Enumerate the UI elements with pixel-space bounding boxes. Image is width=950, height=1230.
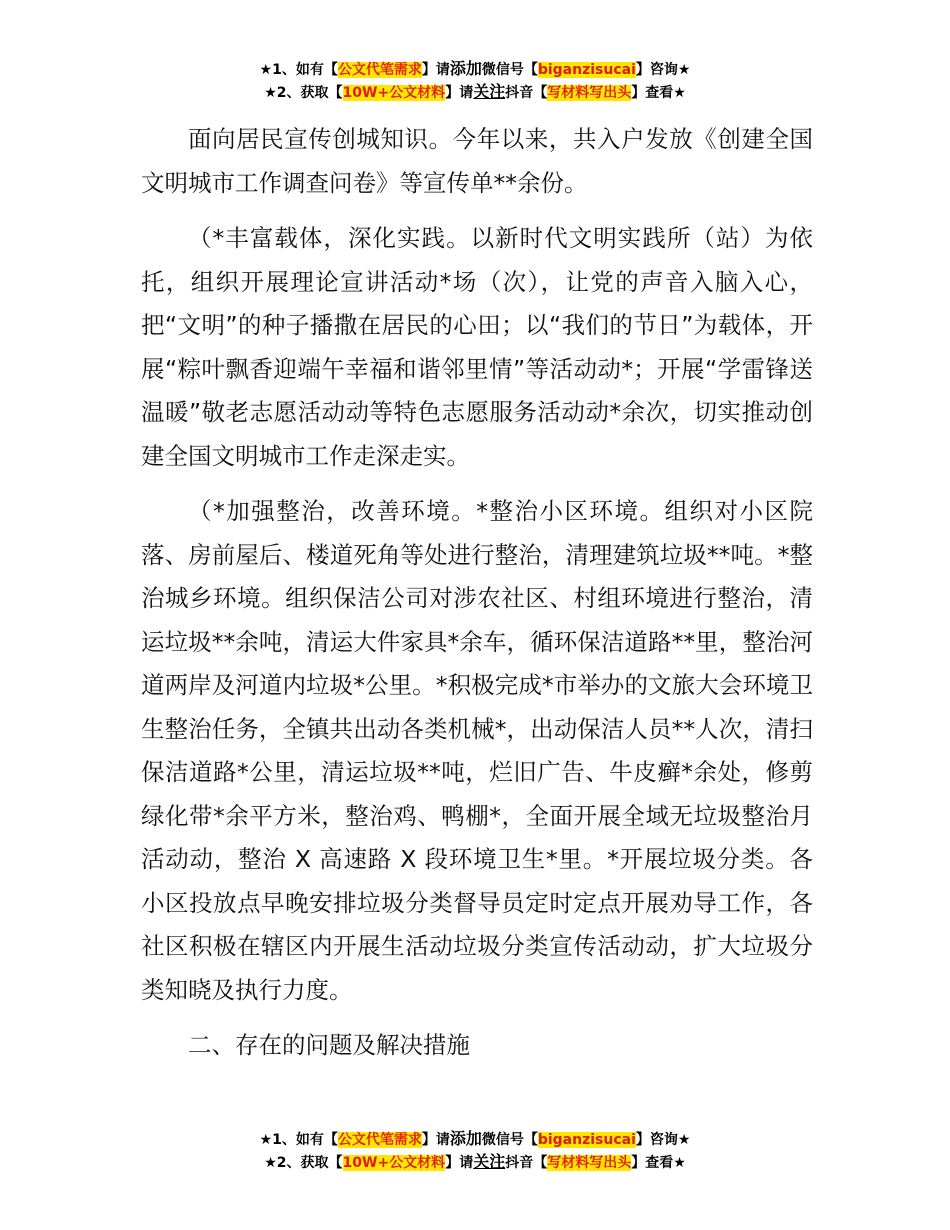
- banner-line-1: [0, 1128, 950, 1151]
- banner-bracket: 】: [631, 85, 646, 101]
- banner-text: ★2、获取: [264, 85, 329, 101]
- banner-emphasis: 添加: [449, 59, 482, 78]
- paragraph: （*加强整治，改善环境。*整治小区环境。组织对小区院落、房前屋后、楼道死角等处进行整治，清理建筑垃圾**吨。*整治城乡环境。组织保洁公司对涉农社区、村组环境进行整治，清运垃圾**余吨，清运大件家具*余车，循环保洁道路**里，整治河道两岸及河道内垃圾*公里。*积极完成*市举办的文旅大会环境卫生整治任务，全镇共出动各类机械*，出动保洁人员**人次，清扫保洁道路*公里，清运垃圾**吨，烂旧广告、牛皮癣*余处，修剪绿化带*余平方米，整治鸡、鸭棚*，全面开展全域无垃圾整治月活动动，整治 X 高速路 X 段环境卫生*里。*开展垃圾分类。各小区投放点早晚安排垃圾分类督导员定时定点开展劝导工作，各社区积极在辖区内开展生活动垃圾分类宣传活动动，扩大垃圾分类知晓及执行力度。: [141, 497, 813, 1004]
- banner-bracket: 】: [635, 1132, 650, 1148]
- banner-emphasis: 关注: [473, 82, 506, 101]
- banner-text: ★1、如有: [259, 62, 324, 78]
- banner-bracket: 【: [523, 62, 538, 78]
- banner-bracket: 】: [421, 1132, 436, 1148]
- banner-text: 请: [435, 1132, 450, 1148]
- paragraph: 面向居民宣传创城知识。今年以来，共入户发放《创建全国文明城市工作调查问卷》等宣传单**余份。: [141, 125, 813, 197]
- banner-bracket: 【: [328, 1155, 343, 1171]
- document-body: [141, 118, 813, 1080]
- banner-bracket: 】: [445, 85, 460, 101]
- banner-highlight: 写材料写出头: [547, 1155, 632, 1171]
- banner-text: 请: [435, 62, 450, 78]
- banner-bracket: 【: [523, 1132, 538, 1148]
- banner-text: 微信号: [481, 1132, 524, 1148]
- banner-text: 抖音: [505, 1155, 534, 1171]
- banner-emphasis: 关注: [473, 1152, 506, 1171]
- banner-text: 请: [459, 85, 474, 101]
- banner-highlight: 写材料写出头: [547, 85, 632, 101]
- banner-bracket: 】: [635, 62, 650, 78]
- banner-line-2: [0, 81, 950, 104]
- banner-bracket: 】: [445, 1155, 460, 1171]
- banner-text: 请: [459, 1155, 474, 1171]
- banner-text: 咨询★: [649, 62, 691, 78]
- banner-bracket: 【: [533, 85, 548, 101]
- banner-emphasis: 添加: [449, 1129, 482, 1148]
- banner-text: ★2、获取: [264, 1155, 329, 1171]
- banner-line-2: [0, 1151, 950, 1174]
- banner-highlight: 公文代笔需求: [337, 62, 422, 78]
- banner-text: 查看★: [645, 85, 686, 101]
- banner-highlight: biganzisucai: [537, 1132, 636, 1148]
- banner-text: ★1、如有: [259, 1132, 324, 1148]
- banner-text: 查看★: [645, 1155, 686, 1171]
- banner-text: 抖音: [505, 85, 534, 101]
- paragraph: （*丰富载体，深化实践。以新时代文明实践所（站）为依托，组织开展理论宣讲活动*场（次），让党的声音入脑入心，把“文明”的种子播撒在居民的心田；以“我们的节日”为载体，开展“粽叶飘香迎端午幸福和谐邻里情”等活动动*；开展“学雷锋送温暖”敬老志愿活动动等特色志愿服务活动动*余次，切实推动创建全国文明城市工作走深走实。: [141, 224, 813, 470]
- header-banner: [0, 58, 950, 104]
- banner-text: 咨询★: [649, 1132, 691, 1148]
- banner-bracket: 】: [421, 62, 436, 78]
- banner-text: 微信号: [481, 62, 524, 78]
- banner-highlight: 公文代笔需求: [337, 1132, 422, 1148]
- banner-bracket: 【: [323, 62, 338, 78]
- banner-bracket: 】: [631, 1155, 646, 1171]
- section-heading: 二、存在的问题及解决措施: [188, 1031, 470, 1059]
- banner-bracket: 【: [323, 1132, 338, 1148]
- banner-highlight: biganzisucai: [537, 62, 636, 78]
- footer-banner: [0, 1128, 950, 1174]
- banner-line-1: [0, 58, 950, 81]
- banner-bracket: 【: [328, 85, 343, 101]
- banner-bracket: 【: [533, 1155, 548, 1171]
- banner-highlight: 10W+公文材料: [342, 1155, 446, 1171]
- banner-highlight: 10W+公文材料: [342, 85, 446, 101]
